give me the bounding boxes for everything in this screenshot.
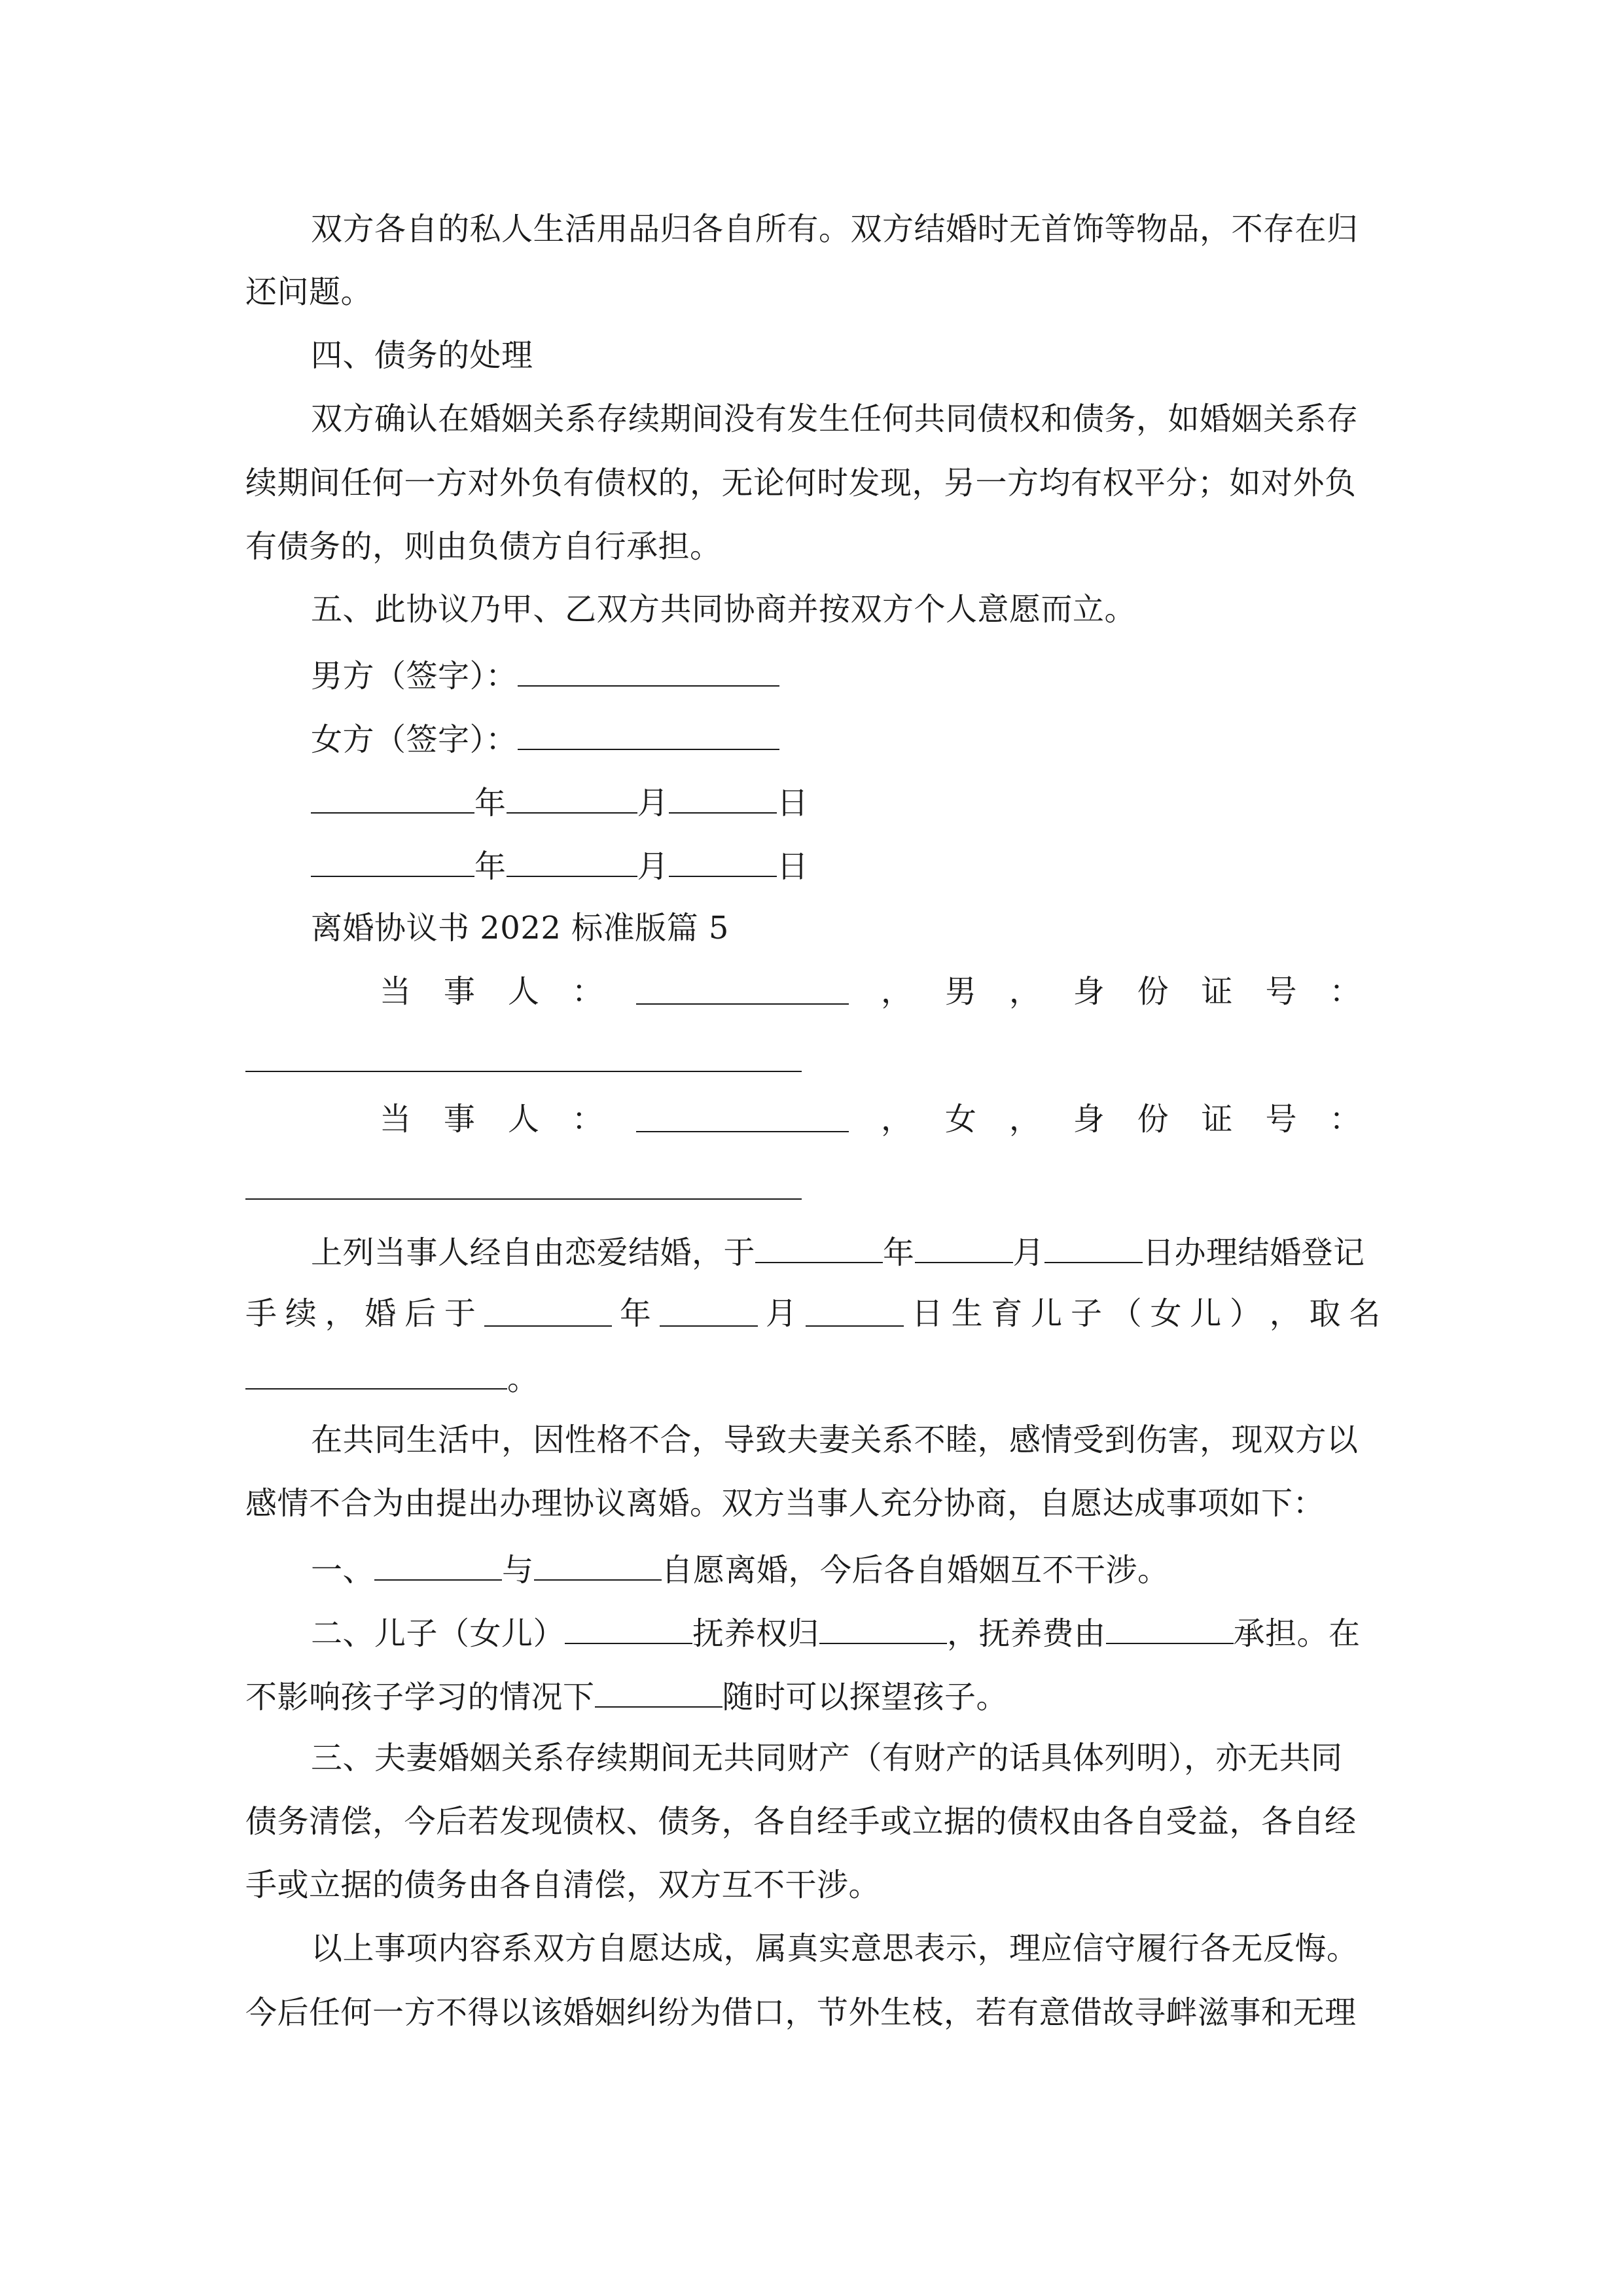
- support-blank[interactable]: [1106, 1610, 1234, 1644]
- paragraph-line: 债务清偿，今后若发现债权、债务，各自经手或立据的债权由各自受益，各自经: [245, 1803, 1357, 1840]
- female-signature-line: [311, 716, 1381, 761]
- signature-blank[interactable]: [518, 716, 779, 750]
- item-text: ，抚养费由: [947, 1615, 1106, 1652]
- text-char: 子: [1070, 1295, 1103, 1332]
- party-char: 号: [1265, 1101, 1297, 1138]
- id-number-blank[interactable]: [245, 1071, 802, 1072]
- text-char: 名: [1349, 1295, 1381, 1332]
- month-blank[interactable]: [507, 843, 637, 877]
- paragraph-line: 以上事项内容系双方自愿达成，属真实意思表示，理应信守履行各无反悔。: [311, 1930, 1359, 1967]
- section-heading: 四、债务的处理: [311, 337, 533, 374]
- party-char: 事: [443, 1101, 476, 1138]
- custody-blank[interactable]: [819, 1610, 947, 1644]
- section-heading: 五、此协议乃甲、乙双方共同协商并按双方个人意愿而立。: [311, 591, 1137, 628]
- party-char: ，: [1008, 973, 1041, 1010]
- item-text: 抚养权归: [692, 1615, 820, 1652]
- visitor-blank[interactable]: [595, 1674, 722, 1708]
- item-line: [245, 1674, 1381, 1718]
- male-signature-label: 男方（签字）：: [311, 658, 518, 694]
- day-blank[interactable]: [1044, 1229, 1143, 1263]
- party-char: 身: [1073, 1101, 1105, 1138]
- text-char: 后: [404, 1295, 437, 1332]
- year-label: 年: [474, 848, 507, 885]
- party-char: 当: [380, 973, 412, 1010]
- year-blank[interactable]: [755, 1229, 883, 1263]
- item-text: 不影响孩子学习的情况下: [245, 1679, 595, 1715]
- text-char: ，: [1269, 1295, 1302, 1332]
- text-char: 婚: [365, 1295, 397, 1332]
- paragraph-line: 双方各自的私人生活用品归各自所有。双方结婚时无首饰等物品，不存在归: [311, 211, 1359, 247]
- year-blank[interactable]: [311, 780, 474, 814]
- text-char: 日: [911, 1295, 944, 1332]
- text-char: 月: [765, 1295, 798, 1332]
- party-blank[interactable]: [534, 1547, 662, 1581]
- day-label: 日: [777, 785, 809, 821]
- name-blank[interactable]: [636, 1098, 849, 1132]
- day-label: 日: [777, 848, 809, 885]
- paragraph-line: [245, 1355, 1381, 1400]
- party-char: ：: [571, 1101, 604, 1138]
- signature-blank[interactable]: [518, 653, 779, 687]
- paragraph-line: [245, 1293, 1381, 1335]
- female-signature-label: 女方（签字）：: [311, 721, 518, 758]
- child-name-blank[interactable]: [245, 1355, 507, 1390]
- paragraph-line: 还问题。: [245, 274, 373, 310]
- paragraph-line: 三、夫妻婚姻关系存续期间无共同财产（有财产的话具体列明），亦无共同: [311, 1740, 1343, 1776]
- paragraph-line: [311, 1229, 1381, 1274]
- item-text: 二、儿子（女儿）: [311, 1615, 565, 1652]
- party-char: 当: [380, 1101, 412, 1138]
- party-char: 证: [1201, 973, 1234, 1010]
- month-blank[interactable]: [660, 1293, 758, 1327]
- party-char: ，: [881, 1101, 913, 1138]
- day-blank[interactable]: [806, 1293, 904, 1327]
- month-label: 月: [637, 848, 669, 885]
- text-char: 取: [1309, 1295, 1342, 1332]
- paragraph-line: 有债务的，则由负债方自行承担。: [245, 528, 722, 565]
- item-line: [311, 1547, 1381, 1591]
- paragraph-text: 上列当事人经自由恋爱结婚，于: [311, 1234, 756, 1271]
- month-label: 月: [637, 785, 669, 821]
- party-char: ：: [1329, 1101, 1361, 1138]
- party-char: 证: [1201, 1101, 1234, 1138]
- child-blank[interactable]: [565, 1610, 692, 1644]
- party-char: 人: [507, 973, 540, 1010]
- party-char: 身: [1073, 973, 1105, 1010]
- party-char: ：: [571, 973, 604, 1010]
- item-text: 与: [502, 1552, 534, 1588]
- text-char: ，: [325, 1295, 357, 1332]
- party-char: ：: [1329, 973, 1361, 1010]
- text-char: 育: [991, 1295, 1023, 1332]
- text-char: 年: [619, 1295, 652, 1332]
- text-char: 儿: [1190, 1295, 1222, 1332]
- text-char: 于: [444, 1295, 476, 1332]
- party-char: 号: [1265, 973, 1297, 1010]
- party-char: ，: [1008, 1101, 1041, 1138]
- paragraph-text: 日办理结婚登记: [1143, 1234, 1365, 1271]
- item-text: 随时可以探望孩子。: [722, 1679, 1008, 1715]
- text-char: 女: [1150, 1295, 1182, 1332]
- gender-label: 女: [944, 1101, 977, 1138]
- item-text: 自愿离婚，今后各自婚姻互不干涉。: [661, 1552, 1169, 1588]
- year-blank[interactable]: [311, 843, 474, 877]
- male-signature-line: [311, 653, 1381, 697]
- paragraph-line: 在共同生活中，因性格不合，导致夫妻关系不睦，感情受到伤害，现双方以: [311, 1422, 1359, 1458]
- year-blank[interactable]: [484, 1293, 612, 1327]
- year-label: 年: [883, 1234, 915, 1271]
- year-label: 年: [474, 785, 507, 821]
- day-blank[interactable]: [669, 843, 777, 877]
- date-line: [311, 843, 1381, 888]
- party-blank[interactable]: [374, 1547, 502, 1581]
- paragraph-line: 感情不合为由提出办理协议离婚。双方当事人充分协商，自愿达成事项如下：: [245, 1485, 1325, 1522]
- party-line: [380, 1098, 1361, 1140]
- party-char: 事: [443, 973, 476, 1010]
- day-blank[interactable]: [669, 780, 777, 814]
- paragraph-text: 。: [507, 1361, 539, 1397]
- date-line: [311, 780, 1381, 824]
- party-char: ，: [881, 973, 913, 1010]
- id-number-blank[interactable]: [245, 1198, 802, 1200]
- item-text: 承担。在: [1233, 1615, 1361, 1652]
- text-char: （: [1110, 1295, 1143, 1332]
- text-char: 儿: [1031, 1295, 1063, 1332]
- text-char: ）: [1230, 1295, 1262, 1332]
- text-char: 手: [245, 1295, 277, 1332]
- item-number: 一、: [311, 1552, 375, 1588]
- item-line: [311, 1610, 1381, 1655]
- paragraph-line: 今后任何一方不得以该婚姻纠纷为借口，节外生枝，若有意借故寻衅滋事和无理: [245, 1994, 1357, 2031]
- name-blank[interactable]: [636, 971, 849, 1005]
- paragraph-line: 手或立据的债务由各自清偿，双方互不干涉。: [245, 1867, 881, 1903]
- text-char: 续: [285, 1295, 317, 1332]
- month-label: 月: [1012, 1234, 1045, 1271]
- month-blank[interactable]: [915, 1229, 1013, 1263]
- gender-label: 男: [944, 973, 977, 1010]
- text-char: 生: [951, 1295, 984, 1332]
- party-char: 份: [1137, 1101, 1169, 1138]
- party-char: 份: [1137, 973, 1169, 1010]
- document-title: 离婚协议书 2022 标准版篇 5: [311, 910, 729, 946]
- month-blank[interactable]: [507, 780, 637, 814]
- paragraph-line: 双方确认在婚姻关系存续期间没有发生任何共同债权和债务，如婚姻关系存: [311, 401, 1359, 437]
- paragraph-line: 续期间任何一方对外负有债权的，无论何时发现，另一方均有权平分；如对外负: [245, 465, 1357, 501]
- party-char: 人: [507, 1101, 540, 1138]
- party-line: [380, 971, 1361, 1013]
